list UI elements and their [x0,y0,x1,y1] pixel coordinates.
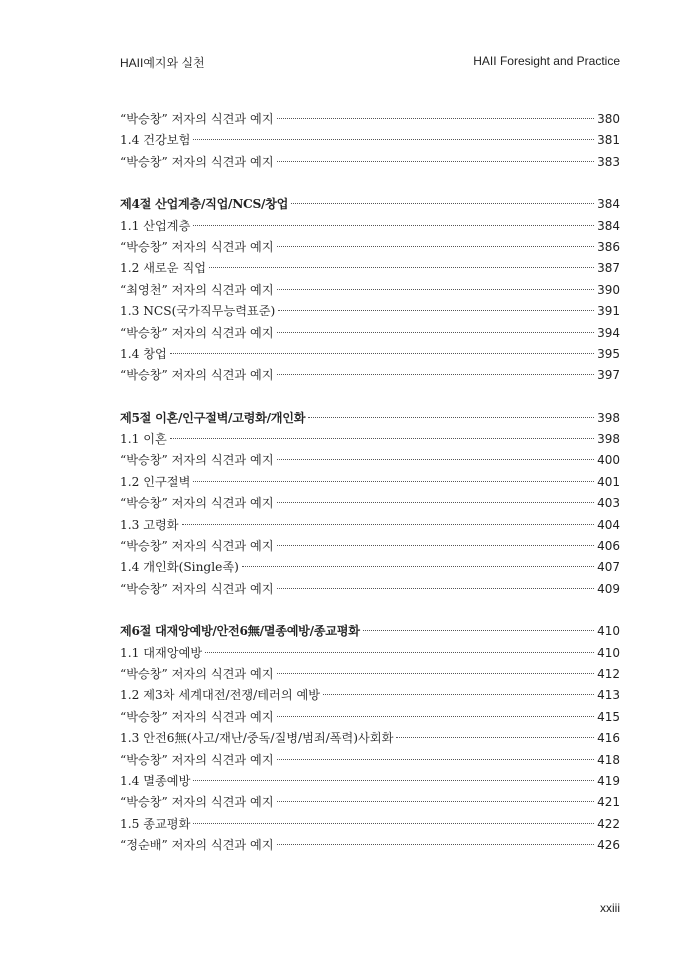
toc-section-heading[interactable] [120,194,620,215]
dot-leader [170,438,594,439]
toc-entry-page-number: 384 [597,197,620,212]
toc-entry-page-number: 391 [597,304,620,319]
toc-entry[interactable] [120,237,620,258]
toc-entry[interactable] [120,152,620,173]
toc-entry-title: 1.1 대재앙예방 [120,645,203,660]
dot-leader [193,481,594,482]
toc-entry[interactable] [120,835,620,856]
toc-entry-title: “최영천” 저자의 식견과 예지 [120,282,274,297]
dot-leader [193,139,594,140]
toc-entry-title: “박승창” 저자의 식견과 예지 [120,581,274,596]
toc-entry-title: “박승창” 저자의 식견과 예지 [120,453,274,468]
running-header [120,54,620,71]
toc-entry[interactable] [120,771,620,792]
toc-entry-page-number: 383 [597,154,620,169]
dot-leader [277,673,595,674]
toc-entry-title: 제6절 대재앙예방/안전6無/멸종예방/종교평화 [120,624,360,639]
toc-entry[interactable] [120,472,620,493]
toc-entry-page-number: 409 [597,581,620,596]
dot-leader [277,459,595,460]
toc-entry-page-number: 387 [597,261,620,276]
toc-entry[interactable] [120,536,620,557]
toc-entry-title: 1.2 제3차 세계대전/전쟁/테러의 예방 [120,688,321,703]
dot-leader [277,759,595,760]
header-book-title-korean: HAII예지와 실천 [120,56,205,70]
toc-entry[interactable] [120,557,620,578]
toc-entry[interactable] [120,258,620,279]
toc-group [120,408,620,601]
dot-leader [277,246,595,247]
toc-entry-title: 1.4 멸종예방 [120,773,191,788]
dot-leader [277,844,595,845]
toc-entry-title: “박승창” 저자의 식견과 예지 [120,539,274,554]
toc-entry-title: “박승창” 저자의 식견과 예지 [120,795,274,810]
toc-entry-page-number: 397 [597,368,620,383]
toc-entry-page-number: 415 [597,709,620,724]
toc-entry[interactable] [120,579,620,600]
dot-leader [193,823,594,824]
dot-leader [277,332,595,333]
toc-entry[interactable] [120,750,620,771]
dot-leader [277,161,595,162]
toc-entry-page-number: 394 [597,325,620,340]
toc-entry[interactable] [120,685,620,706]
toc-entry[interactable] [120,344,620,365]
toc-entry[interactable] [120,814,620,835]
dot-leader [277,801,595,802]
toc-entry-title: 1.1 이혼 [120,432,167,447]
toc-entry-title: 1.2 인구절벽 [120,474,191,489]
toc-entry-title: “박승창” 저자의 식견과 예지 [120,752,274,767]
toc-entry-title: 1.5 종교평화 [120,816,191,831]
toc-entry-page-number: 395 [597,346,620,361]
toc-entry-page-number: 398 [597,432,620,447]
dot-leader [205,652,594,653]
toc-entry[interactable] [120,109,620,130]
toc-entry-page-number: 406 [597,539,620,554]
dot-leader [242,566,594,567]
toc-entry-title: “정순배” 저자의 식견과 예지 [120,838,274,853]
toc-entry-page-number: 413 [597,688,620,703]
toc-entry-page-number: 390 [597,282,620,297]
toc-entry-page-number: 421 [597,795,620,810]
toc-entry[interactable] [120,792,620,813]
toc-entry-page-number: 401 [597,474,620,489]
toc-entry-title: 1.1 산업계층 [120,218,191,233]
toc-entry-title: 1.3 안전6無(사고/재난/중독/질병/범죄/폭력)사회화 [120,731,394,746]
toc-entry-page-number: 426 [597,838,620,853]
dot-leader [277,716,595,717]
header-book-title-english: HAII Foresight and Practice [473,54,620,68]
toc-group [120,621,620,856]
toc-entry[interactable] [120,643,620,664]
toc-entry[interactable] [120,664,620,685]
toc-entry-page-number: 412 [597,666,620,681]
toc-entry-title: 1.4 창업 [120,346,167,361]
toc-entry-page-number: 398 [597,410,620,425]
table-of-contents [120,109,620,857]
toc-entry-page-number: 403 [597,496,620,511]
toc-entry-page-number: 380 [597,112,620,126]
dot-leader [277,545,595,546]
toc-entry-title: “박승창” 저자의 식견과 예지 [120,239,274,254]
toc-entry[interactable] [120,280,620,301]
toc-entry[interactable] [120,323,620,344]
dot-leader [278,310,594,311]
toc-entry-page-number: 419 [597,773,620,788]
toc-entry[interactable] [120,493,620,514]
toc-entry-title: 제4절 산업계층/직업/NCS/창업 [120,197,289,212]
toc-entry-page-number: 418 [597,752,620,767]
toc-entry-page-number: 410 [597,624,620,639]
toc-entry[interactable] [120,130,620,151]
toc-entry[interactable] [120,429,620,450]
toc-entry-title: “박승창” 저자의 식견과 예지 [120,325,274,340]
toc-entry-title: 1.4 건강보험 [120,133,191,148]
toc-entry-title: “박승창” 저자의 식견과 예지 [120,666,274,681]
toc-entry-title: “박승창” 저자의 식견과 예지 [120,154,274,169]
toc-entry[interactable] [120,728,620,749]
toc-section-heading[interactable] [120,621,620,642]
dot-leader [308,417,594,418]
toc-group [120,194,620,387]
dot-leader [193,780,594,781]
toc-entry-title: “박승창” 저자의 식견과 예지 [120,709,274,724]
toc-entry-page-number: 407 [597,560,620,575]
toc-entry-title: 1.3 NCS(국가직무능력표준) [120,304,276,319]
toc-entry-title: 1.4 개인화(Single족) [120,560,239,575]
dot-leader [277,289,595,290]
dot-leader [170,353,594,354]
dot-leader [277,118,595,119]
toc-entry-page-number: 404 [597,517,620,532]
dot-leader [193,225,594,226]
toc-entry-title: 제5절 이혼/인구절벽/고령화/개인화 [120,410,306,425]
dot-leader [277,502,595,503]
toc-entry-page-number: 386 [597,239,620,254]
dot-leader [277,374,595,375]
dot-leader [323,694,594,695]
toc-entry-page-number: 422 [597,816,620,831]
toc-entry[interactable] [120,365,620,386]
toc-section-heading[interactable] [120,408,620,429]
dot-leader [209,267,594,268]
toc-entry-title: “박승창” 저자의 식견과 예지 [120,112,274,126]
toc-entry-page-number: 400 [597,453,620,468]
toc-entry[interactable] [120,515,620,536]
toc-entry[interactable] [120,707,620,728]
toc-entry-page-number: 416 [597,731,620,746]
toc-entry-page-number: 410 [597,645,620,660]
dot-leader [277,588,595,589]
toc-entry[interactable] [120,301,620,322]
toc-entry-page-number: 381 [597,133,620,148]
toc-entry-title: 1.3 고령화 [120,517,179,532]
dot-leader [396,737,594,738]
dot-leader [363,630,594,631]
toc-entry-title: “박승창” 저자의 식견과 예지 [120,368,274,383]
toc-group [120,109,620,173]
toc-entry[interactable] [120,450,620,471]
toc-entry-title: “박승창” 저자의 식견과 예지 [120,496,274,511]
page-number: xxiii [600,901,620,915]
dot-leader [182,524,595,525]
toc-entry[interactable] [120,216,620,237]
dot-leader [291,203,594,204]
toc-entry-title: 1.2 새로운 직업 [120,261,206,276]
toc-entry-page-number: 384 [597,218,620,233]
